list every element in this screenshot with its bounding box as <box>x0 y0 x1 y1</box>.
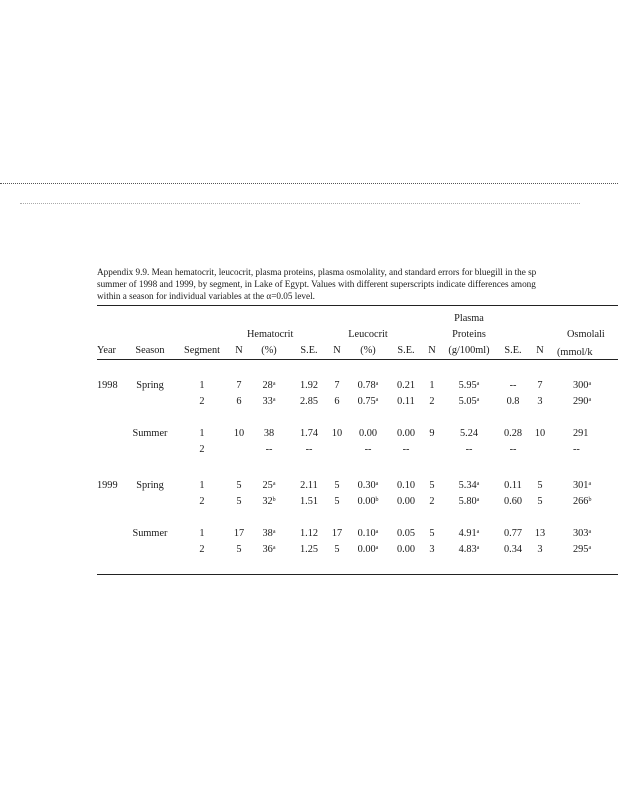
table-cell-hematocrit <box>247 425 291 441</box>
table-cell-season-value: Summer <box>132 527 168 539</box>
table-cell-leucocrit <box>347 393 389 409</box>
table-cell-n-value: 5 <box>334 543 340 555</box>
table-cell-hematocrit <box>247 477 291 493</box>
table-cell-se-value: 1.25 <box>299 543 319 555</box>
table-cell-proteins <box>441 393 497 409</box>
table-cell-se-value: 1.51 <box>299 495 319 507</box>
table-cell-segment-value: 1 <box>199 479 205 491</box>
table-cell-se-value: 1.74 <box>299 427 319 439</box>
superscript-letter: a <box>375 380 379 387</box>
table-cell-se <box>497 477 529 493</box>
scan-artifact-line <box>0 183 618 184</box>
table-cell-n <box>529 393 551 409</box>
table-cell-osmolality-value: 266 <box>573 495 589 507</box>
caption-line: Appendix 9.9. Mean hematocrit, leucocrit, plasma proteins, plasma osmolality, and standard errors for bluegill in the sp <box>97 267 537 277</box>
table-row <box>97 477 618 493</box>
table-cell-proteins-value: 4.91 <box>458 527 477 539</box>
table-cell-n <box>231 525 247 541</box>
table-cell-se <box>389 493 423 509</box>
table-cell-n <box>231 425 247 441</box>
table-cell-se <box>497 493 529 509</box>
table-cell-se <box>291 377 327 393</box>
table-cell-segment-value: 1 <box>199 527 205 539</box>
table-cell-se-value: 0.00 <box>396 543 416 555</box>
table-cell-n <box>423 377 441 393</box>
table-cell-proteins-value: 4.83 <box>458 543 477 555</box>
table-cell-n-value: 10 <box>331 427 343 439</box>
table-cell-segment-value: 2 <box>199 395 205 407</box>
table-cell-year <box>97 525 127 541</box>
table-cell-se <box>497 377 529 393</box>
table-cell-season-value: Summer <box>132 427 168 439</box>
table-cell-hematocrit <box>247 377 291 393</box>
table-cell-se-value: 0.34 <box>503 543 523 555</box>
table-cell-osmolality-value: 300 <box>573 379 589 391</box>
table-cell-se-value: -- <box>305 443 313 455</box>
table-cell-season <box>127 441 173 457</box>
header-n: N <box>333 344 341 356</box>
table-cell-se <box>291 425 327 441</box>
table-cell-hematocrit <box>247 541 291 557</box>
table-cell-n <box>327 493 347 509</box>
table-cell-se-value: 0.11 <box>397 395 415 407</box>
table-cell-leucocrit <box>347 493 389 509</box>
superscript-letter: a <box>375 528 379 535</box>
table-cell-hematocrit <box>247 393 291 409</box>
table-row <box>97 541 618 557</box>
table-cell-n <box>423 541 441 557</box>
superscript-letter: a <box>476 496 480 503</box>
superscript-letter: a <box>476 380 480 387</box>
table-cell-se-value: -- <box>402 443 410 455</box>
superscript-letter: b <box>588 496 592 503</box>
table-cell-segment <box>173 525 231 541</box>
superscript-letter: a <box>272 480 276 487</box>
header-proteins: Proteins <box>452 329 486 340</box>
table-cell-leucocrit <box>347 541 389 557</box>
table-cell-osmolality <box>551 541 618 557</box>
table-cell-se-value: -- <box>509 443 517 455</box>
table-cell-se-value: 0.77 <box>503 527 523 539</box>
table-cell-n <box>327 377 347 393</box>
table-cell-proteins <box>441 493 497 509</box>
superscript-letter: a <box>476 528 480 535</box>
table-cell-se <box>497 441 529 457</box>
table-cell-year <box>97 477 127 493</box>
table-cell-segment-value: 1 <box>199 379 205 391</box>
table-cell-segment-value: 2 <box>199 543 205 555</box>
table-cell-proteins <box>441 541 497 557</box>
table-cell-se <box>389 541 423 557</box>
superscript-letter: a <box>375 480 379 487</box>
table-cell-proteins <box>441 377 497 393</box>
table-cell-season <box>127 393 173 409</box>
table-cell-n-value: 7 <box>537 379 543 391</box>
table-cell-n <box>423 425 441 441</box>
row-spacer <box>97 457 618 477</box>
table-cell-segment <box>173 425 231 441</box>
table-cell-proteins-value: 5.05 <box>458 395 477 407</box>
table-row <box>97 493 618 509</box>
table-cell-year <box>97 541 127 557</box>
table-cell-season <box>127 425 173 441</box>
table-cell-n-value: 6 <box>236 395 242 407</box>
table-cell-n-value: 17 <box>233 527 245 539</box>
table-cell-segment <box>173 493 231 509</box>
superscript-letter: a <box>588 480 592 487</box>
header-leucocrit-unit: (%) <box>360 344 376 356</box>
table-cell-leucocrit <box>347 441 389 457</box>
table-row <box>97 441 618 457</box>
superscript-letter: b <box>375 496 379 503</box>
table-cell-segment <box>173 393 231 409</box>
header-n: N <box>428 344 436 356</box>
header-n: N <box>536 344 544 356</box>
superscript-letter: a <box>588 380 592 387</box>
table-cell-n <box>423 441 441 457</box>
table-cell-n <box>529 377 551 393</box>
superscript-letter: a <box>588 528 592 535</box>
table-cell-osmolality-value: 303 <box>573 527 589 539</box>
table-cell-proteins-value: 5.34 <box>458 479 477 491</box>
table-cell-n-value: 10 <box>233 427 245 439</box>
table-cell-leucocrit-value: 0.78 <box>357 379 376 391</box>
table-cell-leucocrit-value: 0.00 <box>357 543 376 555</box>
table-cell-hematocrit-value: 36 <box>262 543 273 555</box>
superscript-letter: a <box>272 528 276 535</box>
table-cell-se <box>291 525 327 541</box>
table-cell-n-value: 2 <box>429 395 435 407</box>
table-cell-hematocrit <box>247 525 291 541</box>
table-cell-n-value: 9 <box>429 427 435 439</box>
table-cell-year <box>97 441 127 457</box>
row-spacer <box>97 409 618 425</box>
table-cell-proteins-value: 5.24 <box>459 427 479 439</box>
table-cell-n-value: 5 <box>429 527 435 539</box>
table-cell-se-value: 0.05 <box>396 527 416 539</box>
table-cell-proteins <box>441 477 497 493</box>
superscript-letter: a <box>588 396 592 403</box>
table-cell-n <box>423 393 441 409</box>
table-cell-osmolality <box>551 441 618 457</box>
table-cell-n <box>423 477 441 493</box>
table-cell-n <box>529 425 551 441</box>
data-table <box>97 309 618 557</box>
table-cell-n <box>423 493 441 509</box>
row-spacer <box>97 509 618 525</box>
table-cell-se <box>389 377 423 393</box>
table-cell-n <box>327 393 347 409</box>
table-cell-se-value: 1.92 <box>299 379 319 391</box>
table-cell-se-value: 0.8 <box>506 395 520 407</box>
superscript-letter: b <box>272 496 276 503</box>
caption-line: summer of 1998 and 1999, by segment, in Lake of Egypt. Values with different superscripts indicate differences among <box>97 279 536 289</box>
header-year: Year <box>97 344 116 356</box>
table-cell-osmolality <box>551 377 618 393</box>
table-cell-n <box>231 393 247 409</box>
table-cell-n <box>327 525 347 541</box>
table-cell-se-value: 0.00 <box>396 427 416 439</box>
header-osmolality: Osmolali <box>567 329 605 340</box>
table-cell-hematocrit <box>247 441 291 457</box>
header-se: S.E. <box>300 344 318 356</box>
table-cell-hematocrit-value: 38 <box>263 427 275 439</box>
table-cell-se <box>497 541 529 557</box>
table-cell-se-value: 0.28 <box>503 427 523 439</box>
superscript-letter: a <box>272 396 276 403</box>
table-cell-leucocrit-value: 0.00 <box>358 427 378 439</box>
table-cell-leucocrit-value: 0.10 <box>357 527 376 539</box>
superscript-letter: a <box>375 396 379 403</box>
table-cell-se <box>291 493 327 509</box>
table-cell-hematocrit-value: 33 <box>262 395 273 407</box>
table-cell-n-value: 3 <box>537 395 543 407</box>
table-cell-season-value: Spring <box>136 379 164 391</box>
table-cell-proteins-value: 5.80 <box>458 495 477 507</box>
table-bottom-rule <box>97 574 618 575</box>
superscript-letter: a <box>272 380 276 387</box>
table-cell-segment-value: 2 <box>199 495 205 507</box>
table-cell-leucocrit-value: 0.00 <box>357 495 376 507</box>
table-cell-segment-value: 1 <box>199 427 205 439</box>
table-row <box>97 425 618 441</box>
table-cell-se <box>291 441 327 457</box>
table-cell-se-value: 1.12 <box>299 527 319 539</box>
table-cell-n <box>529 477 551 493</box>
table-cell-n-value: 3 <box>537 543 543 555</box>
table-cell-se <box>389 393 423 409</box>
table-cell-n <box>529 541 551 557</box>
table-cell-n-value: 7 <box>334 379 340 391</box>
table-cell-se <box>497 525 529 541</box>
table-cell-n <box>327 441 347 457</box>
table-cell-n-value: 2 <box>429 495 435 507</box>
table-cell-n <box>231 541 247 557</box>
table-cell-season <box>127 377 173 393</box>
table-cell-segment <box>173 441 231 457</box>
table-cell-n-value: 5 <box>429 479 435 491</box>
table-cell-proteins-value: -- <box>465 443 473 455</box>
header-segment: Segment <box>183 344 221 356</box>
table-cell-segment <box>173 477 231 493</box>
table-cell-osmolality <box>551 525 618 541</box>
superscript-letter: a <box>375 544 379 551</box>
table-cell-se <box>497 393 529 409</box>
table-cell-season <box>127 493 173 509</box>
table-cell-se-value: 0.10 <box>396 479 416 491</box>
table-body <box>97 359 618 557</box>
header-plasma: Plasma <box>454 313 484 324</box>
table-cell-osmolality-value: 290 <box>573 395 589 407</box>
table-cell-n-value: 5 <box>537 479 543 491</box>
table-cell-year <box>97 425 127 441</box>
table-cell-leucocrit <box>347 425 389 441</box>
table-cell-se <box>291 393 327 409</box>
table-cell-n-value: 7 <box>236 379 242 391</box>
table-cell-osmolality-value: 295 <box>573 543 589 555</box>
table-cell-osmolality-value: 291 <box>573 427 589 439</box>
table-cell-segment-value: 2 <box>199 443 205 455</box>
table-header <box>97 309 618 359</box>
scan-artifact-line <box>20 203 580 204</box>
table-cell-se-value: 2.11 <box>300 479 318 491</box>
header-hematocrit: Hematocrit <box>247 329 294 340</box>
table-cell-proteins <box>441 441 497 457</box>
table-cell-se-value: 2.85 <box>299 395 319 407</box>
superscript-letter: a <box>476 396 480 403</box>
table-cell-leucocrit-value: 0.30 <box>357 479 376 491</box>
table-cell-n-value: 13 <box>534 527 546 539</box>
header-hematocrit-unit: (%) <box>261 344 277 356</box>
superscript-letter: a <box>476 544 480 551</box>
table-cell-year <box>97 493 127 509</box>
table-cell-se-value: 0.60 <box>503 495 523 507</box>
table-cell-hematocrit <box>247 493 291 509</box>
table-cell-n-value: 6 <box>334 395 340 407</box>
table-cell-se <box>389 425 423 441</box>
table-cell-n <box>327 425 347 441</box>
table-cell-leucocrit-value: 0.75 <box>357 395 376 407</box>
table-cell-hematocrit-value: -- <box>265 443 273 455</box>
table-cell-year-value: 1999 <box>97 479 118 491</box>
table-cell-n-value: 5 <box>334 495 340 507</box>
table-cell-se <box>389 477 423 493</box>
table-cell-se-value: 0.00 <box>396 495 416 507</box>
table-cell-hematocrit-value: 32 <box>262 495 273 507</box>
table-cell-year-value: 1998 <box>97 379 118 391</box>
table-cell-n <box>231 441 247 457</box>
table-cell-se <box>389 525 423 541</box>
row-spacer <box>97 359 618 377</box>
table-cell-proteins <box>441 525 497 541</box>
table-top-rule <box>97 305 618 306</box>
header-osmolality-unit: (mmol/k <box>557 347 593 358</box>
table-cell-n <box>529 493 551 509</box>
table-cell-n-value: 5 <box>537 495 543 507</box>
table-cell-leucocrit <box>347 525 389 541</box>
table-cell-n-value: 5 <box>334 479 340 491</box>
table-cell-osmolality <box>551 493 618 509</box>
superscript-letter: a <box>588 544 592 551</box>
table-cell-leucocrit-value: -- <box>364 443 372 455</box>
table-cell-se <box>291 477 327 493</box>
table-cell-season <box>127 477 173 493</box>
table-cell-n-value: 5 <box>236 543 242 555</box>
table-cell-n-value: 5 <box>236 495 242 507</box>
table-cell-n <box>231 493 247 509</box>
table-cell-hematocrit-value: 25 <box>262 479 273 491</box>
table-cell-n <box>529 525 551 541</box>
table-cell-osmolality <box>551 425 618 441</box>
table-cell-segment <box>173 541 231 557</box>
table-cell-se <box>497 425 529 441</box>
table-cell-n <box>231 377 247 393</box>
table-cell-n <box>327 477 347 493</box>
superscript-letter: a <box>476 480 480 487</box>
header-proteins-unit: (g/100ml) <box>448 344 490 356</box>
table-cell-proteins <box>441 425 497 441</box>
table-cell-n-value: 10 <box>534 427 546 439</box>
table-cell-se-value: 0.11 <box>504 479 522 491</box>
table-cell-n-value: 5 <box>236 479 242 491</box>
superscript-letter: a <box>272 544 276 551</box>
table-cell-n-value: 3 <box>429 543 435 555</box>
table-caption <box>97 266 618 302</box>
table-cell-osmolality <box>551 477 618 493</box>
table-cell-n <box>423 525 441 541</box>
table-cell-se <box>291 541 327 557</box>
table-cell-n <box>231 477 247 493</box>
table-cell-se-value: 0.21 <box>396 379 416 391</box>
caption-line: within a season for individual variables at the α=0.05 level. <box>97 291 315 301</box>
table-cell-se <box>389 441 423 457</box>
table-cell-n <box>529 441 551 457</box>
table-cell-season <box>127 541 173 557</box>
table-cell-hematocrit-value: 28 <box>262 379 273 391</box>
table-row <box>97 393 618 409</box>
header-se: S.E. <box>397 344 415 356</box>
table-cell-leucocrit <box>347 377 389 393</box>
table-cell-year <box>97 377 127 393</box>
table-cell-n-value: 17 <box>331 527 343 539</box>
table-cell-season <box>127 525 173 541</box>
table-cell-segment <box>173 377 231 393</box>
table-cell-year <box>97 393 127 409</box>
table-cell-proteins-value: 5.95 <box>458 379 477 391</box>
table-cell-osmolality-value: 301 <box>573 479 589 491</box>
table-row <box>97 377 618 393</box>
table-cell-leucocrit <box>347 477 389 493</box>
table-cell-n <box>327 541 347 557</box>
table-cell-osmolality <box>551 393 618 409</box>
header-leucocrit: Leucocrit <box>348 329 388 340</box>
header-se: S.E. <box>504 344 522 356</box>
table-cell-hematocrit-value: 38 <box>262 527 273 539</box>
table-cell-se-value: -- <box>509 379 517 391</box>
table-cell-season-value: Spring <box>136 479 164 491</box>
header-season: Season <box>135 344 165 356</box>
table-row <box>97 525 618 541</box>
header-n: N <box>235 344 243 356</box>
table-cell-osmolality-value: -- <box>573 443 580 455</box>
table-cell-n-value: 1 <box>429 379 435 391</box>
